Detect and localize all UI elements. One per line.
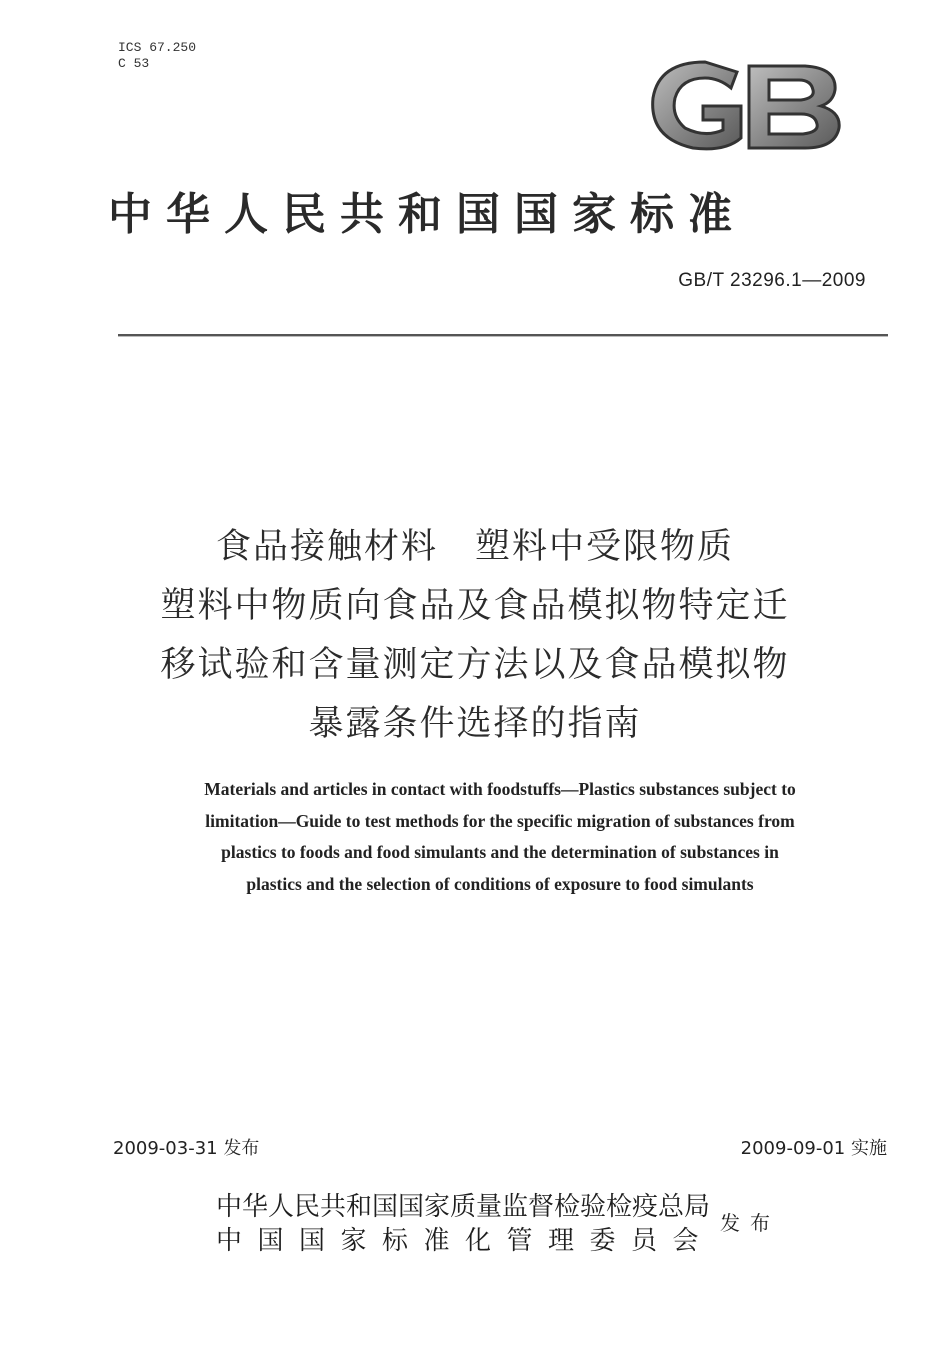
implementation-date: 2009-09-01 实施 [740,1138,887,1159]
title-en-line: limitation—Guide to test methods for the specific migration of substances from [205,810,795,831]
issue-date: 2009-03-31 发布 [113,1138,260,1159]
title-cn-line: 食品接触材料 塑料中受限物质 [215,527,734,567]
standard-code: GB/T 23296.1—2009 [678,270,866,291]
title-cn-line: 塑料中物质向食品及食品模拟物特定迁 [160,586,790,626]
publish-label: 发布 [720,1211,780,1235]
title-cn-line: 暴露条件选择的指南 [308,704,642,744]
title-en-line: Materials and articles in contact with foodstuffs—Plastics substances subject to [204,779,796,799]
ccs-line: C 53 [118,56,150,71]
title-cn-line: 移试验和含量测定方法以及食品模拟物 [160,645,790,685]
issuing-authorities [216,1190,714,1258]
title-chinese [60,518,890,754]
ics-code [118,40,196,72]
title-english [100,774,900,900]
issuer-sac: 中国国家标准化管理委员会 [216,1226,715,1256]
title-en-line: plastics and the selection of conditions of exposure to food simulants [246,873,754,894]
standard-name: 中华人民共和国国家标准 [108,189,746,240]
issuer-aqsiq: 中华人民共和国国家质量监督检验检疫总局 [216,1192,711,1222]
header-divider [118,334,888,337]
ics-line: ICS 67.250 [118,40,197,55]
gb-logo-icon [645,58,845,154]
title-en-line: plastics to foods and food simulants and the determination of substances in [221,842,779,862]
